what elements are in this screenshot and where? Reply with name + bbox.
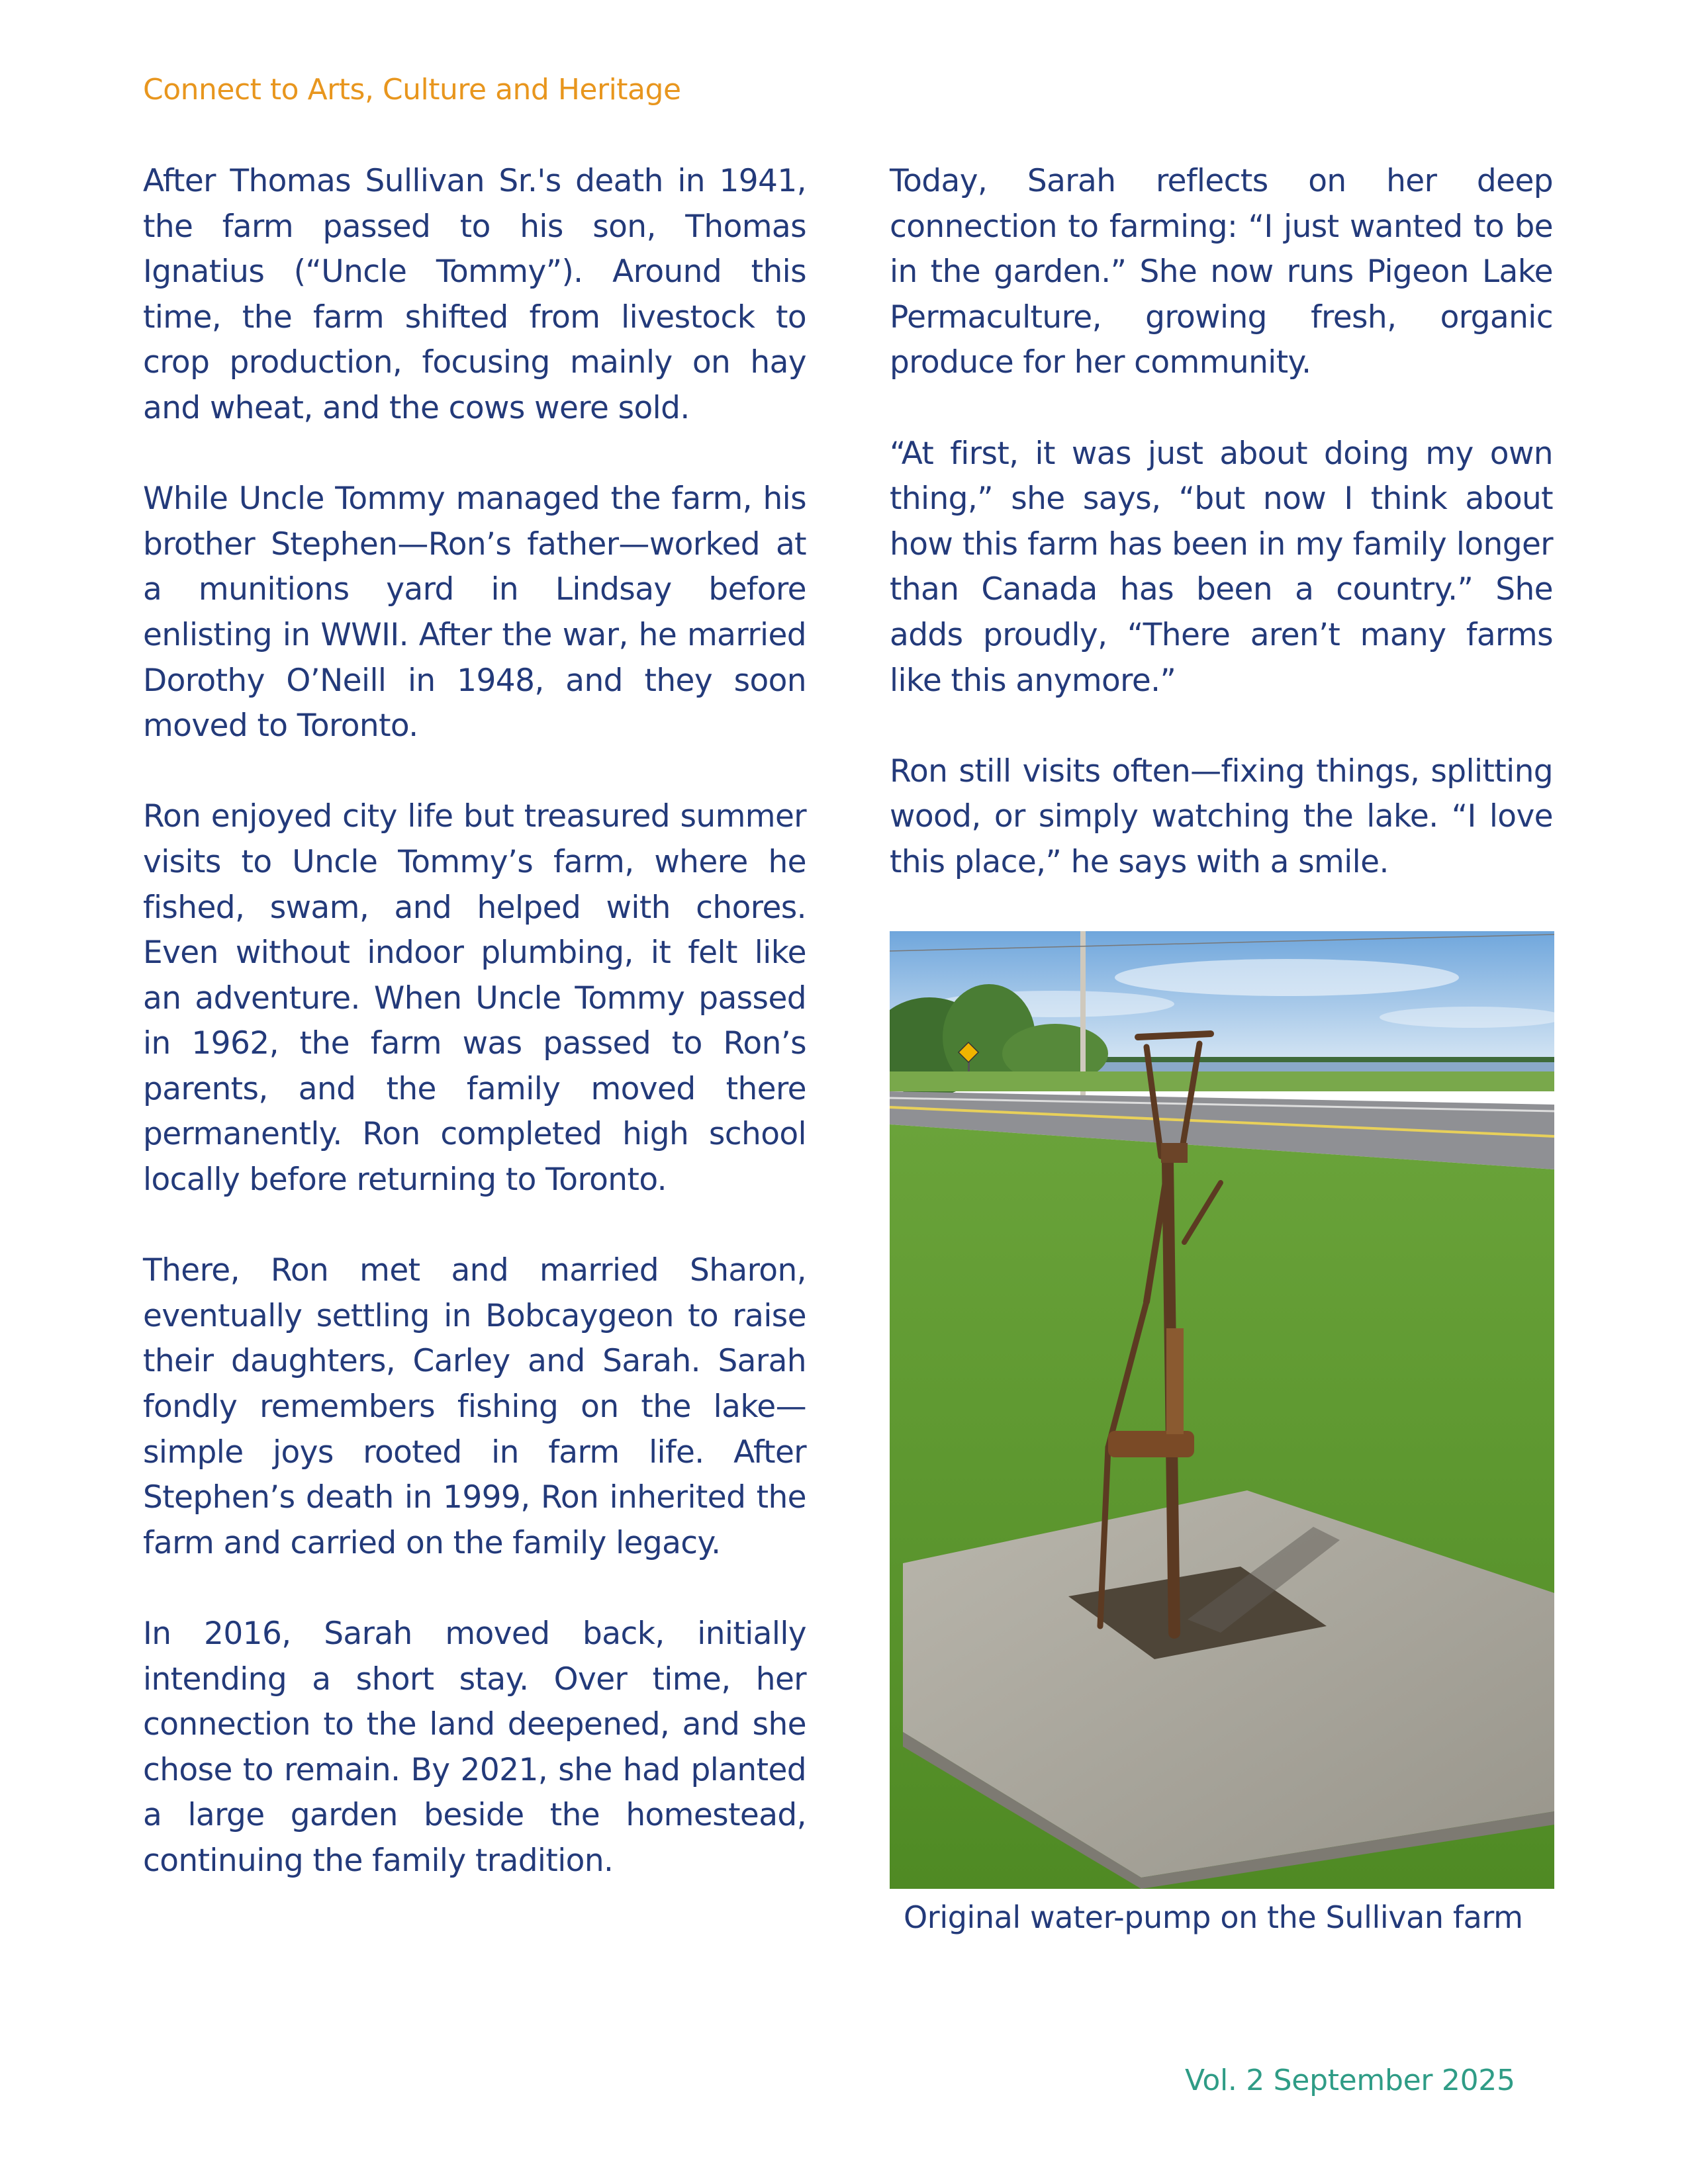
article-right-column <box>890 159 1553 931</box>
paragraph: There, Ron met and married Sharon, eventually settling in Bobcaygeon to raise their daughters, Carley and Sarah. Sarah fondly remembers fishing on the lake—simple joys rooted in farm life. After Stephen’s death in 1999, Ron inherited the farm and carried on the family legacy. <box>143 1252 806 1561</box>
paragraph: In 2016, Sarah moved back, initially intending a short stay. Over time, her connection to the land deepened, and she chose to remain. By 2021, she had planted a large garden beside the homestead, continuing the family tradition. <box>143 1615 806 1879</box>
article-left-column <box>143 159 806 1929</box>
photo-caption: Original water-pump on the Sullivan farm <box>904 1899 1523 1935</box>
paragraph: While Uncle Tommy managed the farm, his brother Stephen—Ron’s father—worked at a munitions yard in Lindsay before enlisting in WWII. After the war, he married Dorothy O’Neill in 1948, and they soon moved to Toronto. <box>143 480 806 745</box>
section-header: Connect to Arts, Culture and Heritage <box>143 73 681 107</box>
paragraph: Ron enjoyed city life but treasured summer visits to Uncle Tommy’s farm, where he fished, swam, and helped with chores. Even without indoor plumbing, it felt like an adventure. When Uncle Tommy passed in 1962, the farm was passed to Ron’s parents, and the family moved there permanently. Ron completed high school locally before returning to Toronto. <box>143 798 806 1199</box>
paragraph: “At first, it was just about doing my own thing,” she says, “but now I think about how this farm has been in my family longer than Canada has been a country.” She adds proudly, “There aren’t many farms like this anymore.” <box>890 435 1553 699</box>
issue-footer: Vol. 2 September 2025 <box>1185 2064 1515 2097</box>
water-pump-photo <box>890 931 1554 1889</box>
paragraph: Ron still visits often—fixing things, splitting wood, or simply watching the lake. “I love this place,” he says with a smile. <box>890 752 1553 880</box>
water-pump-illustration <box>890 931 1554 1889</box>
paragraph: After Thomas Sullivan Sr.'s death in 1941, the farm passed to his son, Thomas Ignatius (“Uncle Tommy”). Around this time, the farm shifted from livestock to crop production, focusing mainly on hay and wheat, and the cows were sold. <box>143 163 806 426</box>
paragraph: Today, Sarah reflects on her deep connection to farming: “I just wanted to be in the garden.” She now runs Pigeon Lake Permaculture, growing fresh, organic produce for her community. <box>890 163 1553 381</box>
